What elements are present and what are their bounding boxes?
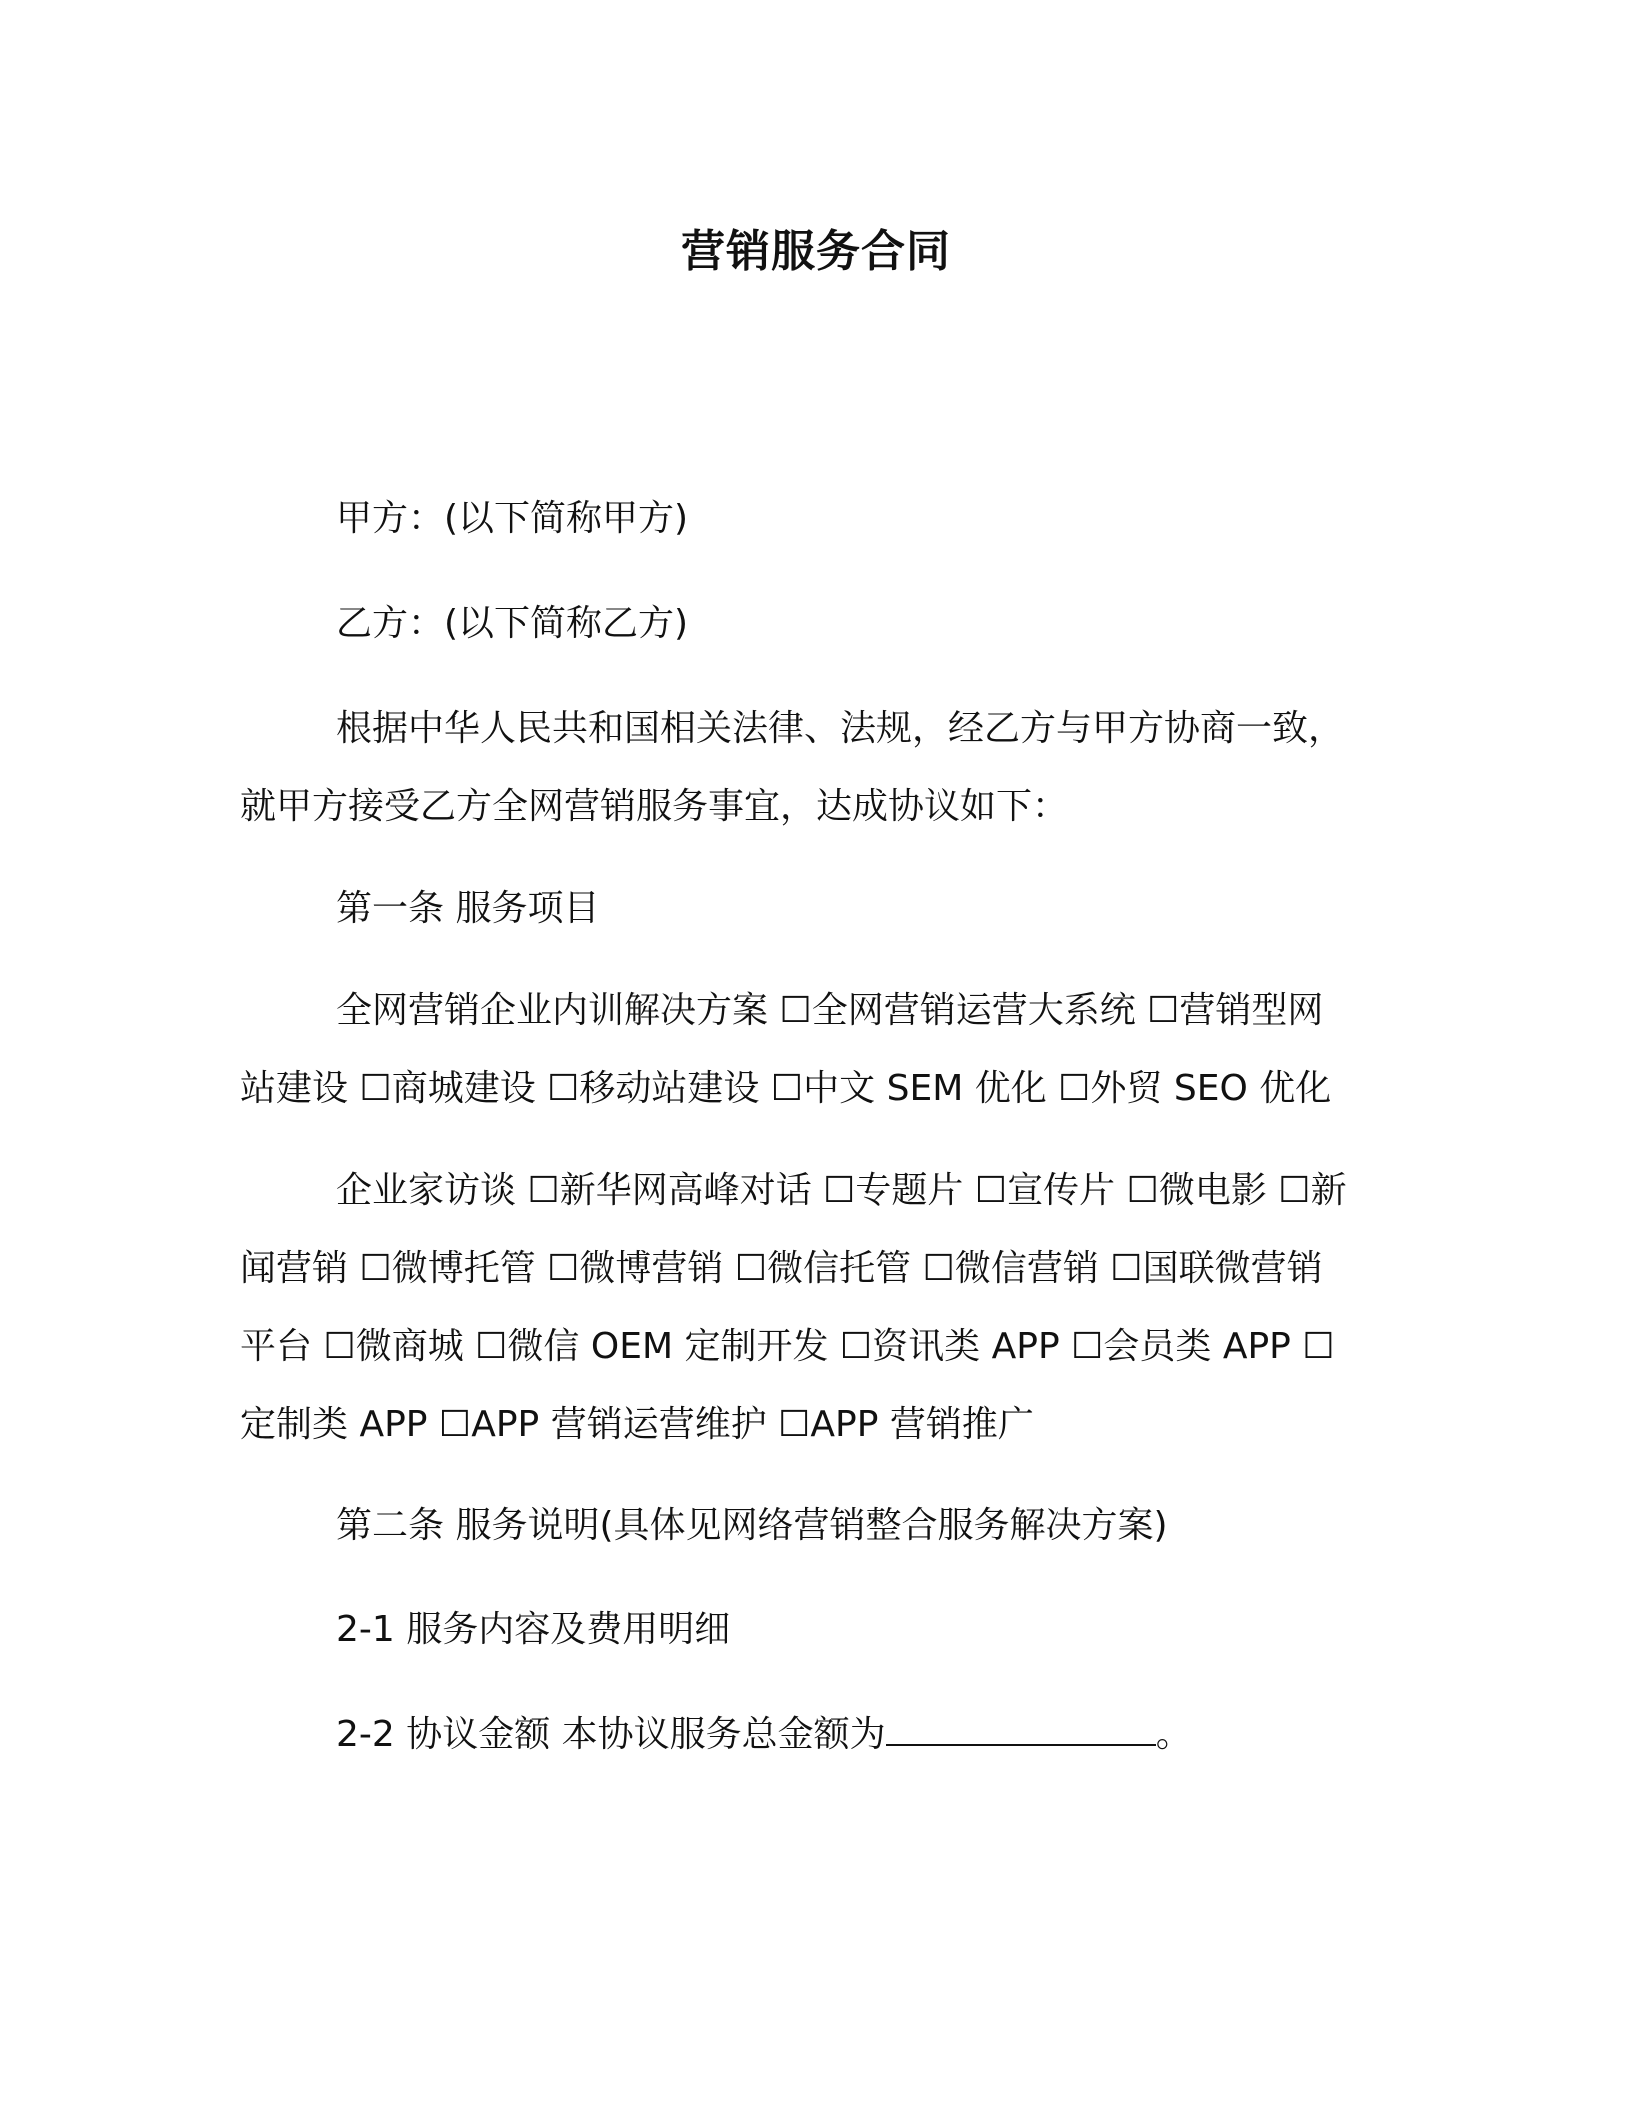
document-title: 营销服务合同: [681, 226, 951, 277]
services-line: 站建设 ☐商城建设 ☐移动站建设 ☐中文 SEM 优化 ☐外贸 SEO 优化: [240, 1068, 1332, 1109]
party-b-line: 乙方：(以下简称乙方): [336, 603, 689, 644]
article2-heading-line: 第二条 服务说明(具体见网络营销整合服务解决方案): [336, 1505, 1168, 1546]
party-a-line: 甲方：(以下简称甲方): [336, 498, 689, 539]
article1-heading: [240, 870, 1390, 948]
services-line: 闻营销 ☐微博托管 ☐微博营销 ☐微信托管 ☐微信营销 ☐国联微营销: [240, 1248, 1323, 1289]
item-2-2-line: [240, 1696, 1390, 1774]
item-2-2-text: 2-2 协议金额 本协议服务总金额为: [336, 1714, 886, 1755]
services-line: 定制类 APP ☐APP 营销运营维护 ☐APP 营销推广: [240, 1404, 1034, 1445]
intro-line: 根据中华人民共和国相关法律、法规，经乙方与甲方协商一致，: [336, 708, 1345, 749]
party-b-paragraph: [240, 585, 1390, 663]
party-a-paragraph: [240, 480, 1390, 558]
amount-blank-line: [886, 1716, 1156, 1746]
article2-heading: [240, 1487, 1390, 1565]
services-line: 全网营销企业内训解决方案 ☐全网营销运营大系统 ☐营销型网: [336, 990, 1324, 1031]
services-paragraph-2: [240, 1152, 1390, 1464]
intro-paragraph: [240, 690, 1390, 846]
services-line: 平台 ☐微商城 ☐微信 OEM 定制开发 ☐资讯类 APP ☐会员类 APP ☐: [240, 1326, 1335, 1367]
article1-heading-line: 第一条 服务项目: [336, 888, 600, 929]
services-paragraph-1: [240, 972, 1390, 1128]
item-2-2-paragraph: [240, 1696, 1390, 1774]
item-2-1-paragraph: [240, 1591, 1390, 1669]
intro-line: 就甲方接受乙方全网营销服务事宜，达成协议如下：: [240, 786, 1069, 827]
item-2-2-suffix: 。: [1155, 1714, 1192, 1755]
item-2-1-line: 2-1 服务内容及费用明细: [336, 1609, 731, 1650]
services-line: 企业家访谈 ☐新华网高峰对话 ☐专题片 ☐宣传片 ☐微电影 ☐新: [336, 1170, 1347, 1211]
